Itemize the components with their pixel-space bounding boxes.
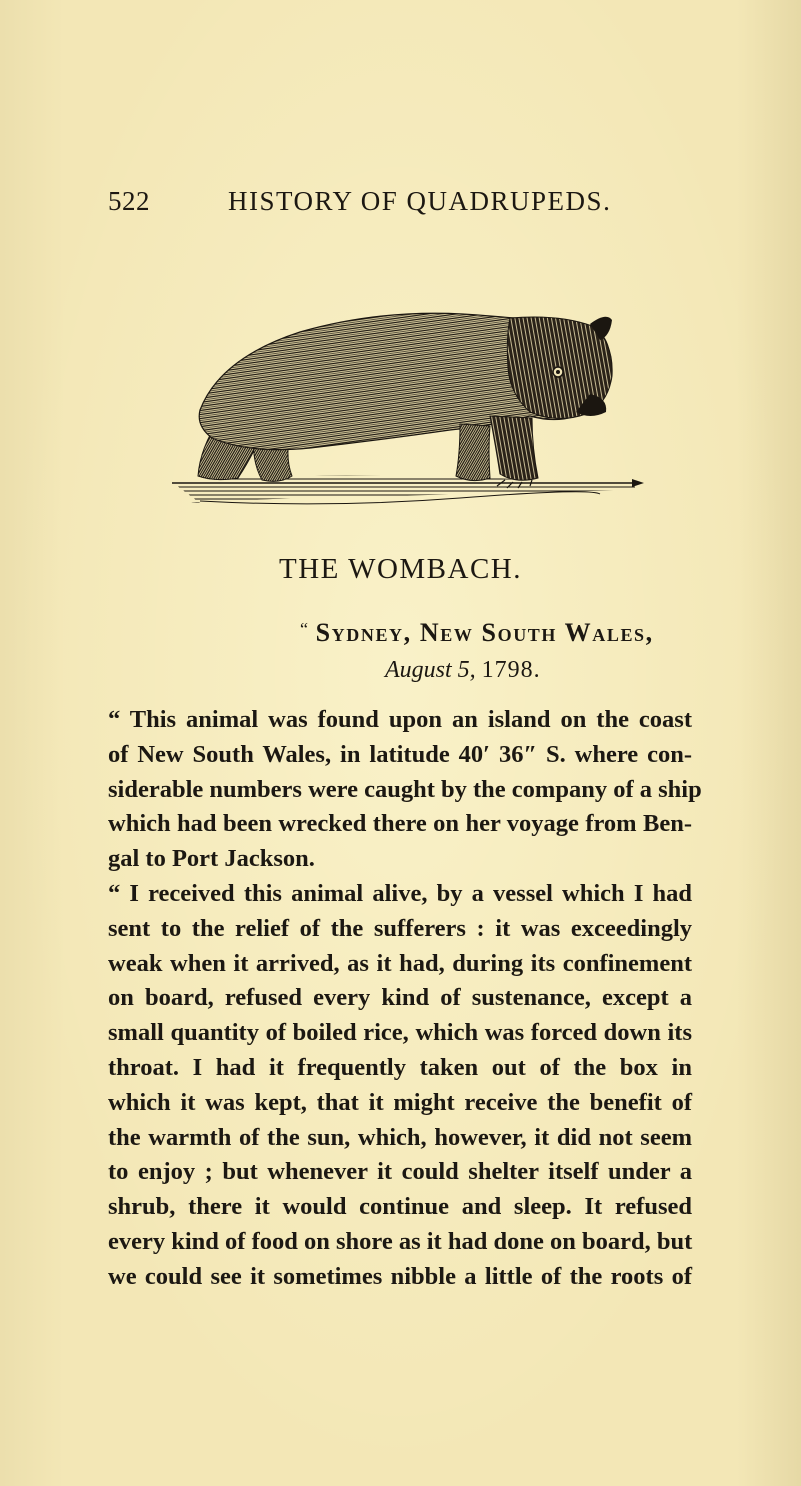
dateline-place-text: Sydney, New South Wales, <box>315 618 654 647</box>
text-line: which had been wrecked there on her voyage from Ben- <box>108 810 692 838</box>
text-line: every kind of food on shore as it had done on board, but <box>108 1227 693 1255</box>
date-day: 5, <box>457 657 476 683</box>
text-line: sent to the relief of the sufferers : it was exceedingly <box>108 914 692 942</box>
text-line: “ This animal was found upon an island on the coast <box>108 706 692 733</box>
text-line: shrub, there it would continue and sleep. It refused <box>108 1193 692 1221</box>
text-line: on board, refused every kind of sustenance, except a <box>108 984 692 1012</box>
page-number: 522 <box>108 186 150 216</box>
text-line: small quantity of boiled rice, which was forced down its <box>108 1019 692 1047</box>
plate-title: THE WOMBACH. <box>278 553 523 585</box>
text-line: “ I received this animal alive, by a vessel which I had <box>108 879 692 907</box>
wombat-engraving-icon <box>160 298 650 520</box>
text-line: siderable numbers were caught by the company of a ship <box>108 775 702 803</box>
text-line: of New South Wales, in latitude 40′ 36″ S. where con- <box>108 740 692 768</box>
dateline-date <box>385 657 541 684</box>
date-year: 1798. <box>481 657 541 683</box>
running-head: HISTORY OF QUADRUPEDS. <box>228 186 612 216</box>
text-line: throat. I had it frequently taken out of the box in <box>108 1053 692 1081</box>
body-text <box>108 703 702 1295</box>
dateline-place <box>300 618 654 648</box>
page-header <box>108 186 708 226</box>
open-quote-mark: “ <box>300 619 310 639</box>
wombat-illustration <box>160 298 650 520</box>
text-line: to enjoy ; but whenever it could shelter itself under a <box>108 1158 692 1186</box>
text-line: the warmth of the sun, which, however, it did not seem <box>108 1123 692 1151</box>
text-line: which it was kept, that it might receive the benefit of <box>108 1088 692 1116</box>
text-line: we could see it sometimes nibble a little of the roots of <box>108 1262 692 1290</box>
text-line: gal to Port Jackson. <box>108 845 315 873</box>
date-month: August <box>385 657 452 683</box>
text-line: weak when it arrived, as it had, during its confinement <box>108 949 692 977</box>
